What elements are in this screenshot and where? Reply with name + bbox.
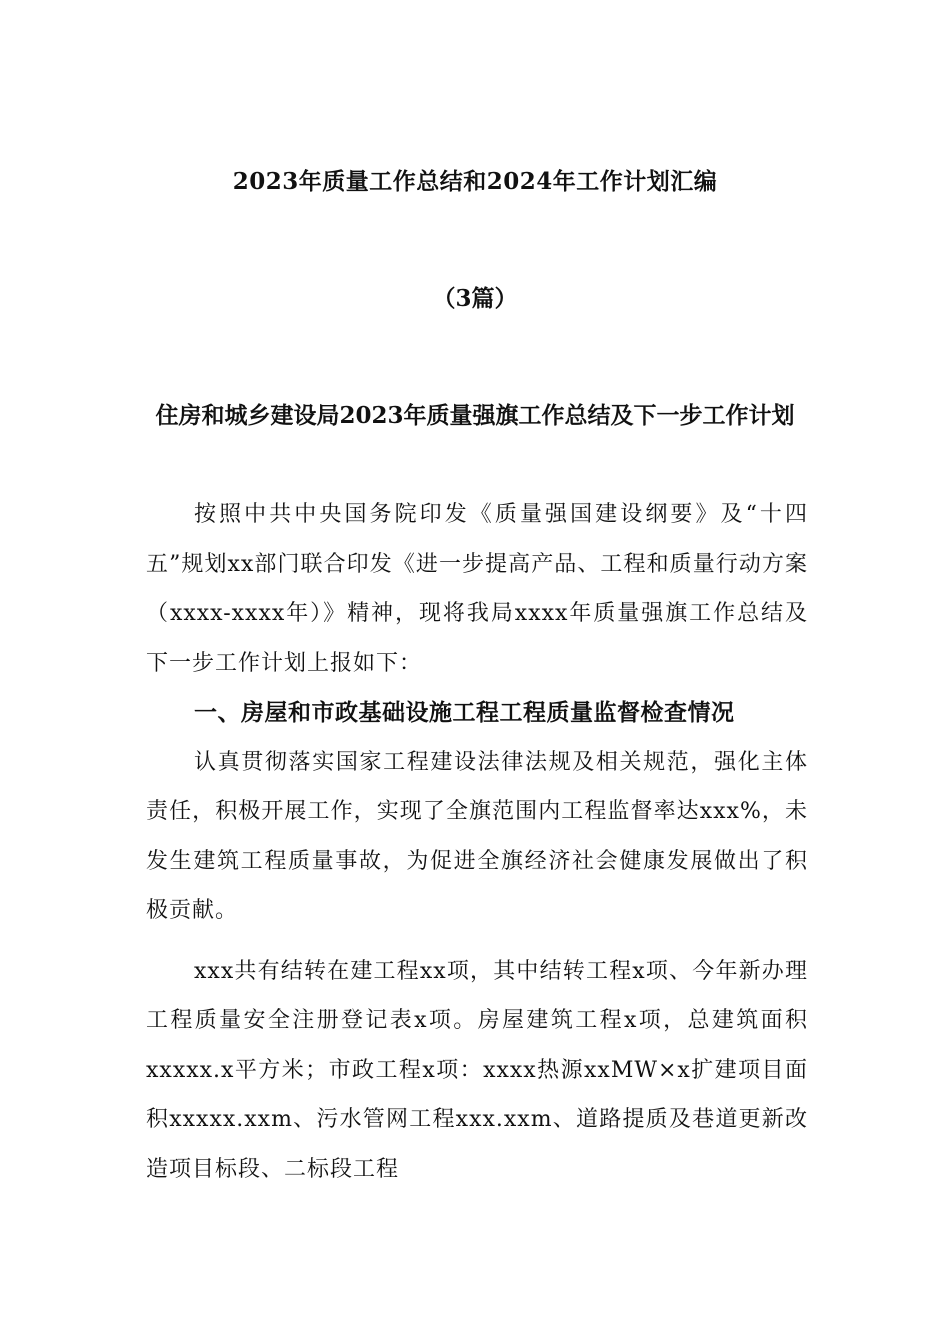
article-heading: 住房和城乡建设局2023年质量强旗工作总结及下一步工作计划 [155,402,795,429]
article-body [146,490,808,1194]
document-title: 2023年质量工作总结和2024年工作计划汇编 [232,168,718,195]
section-1-paragraph: xxx共有结转在建工程xx项，其中结转工程x项、今年新办理工程质量安全注册登记表x项。房屋建筑工程x项，总建筑面积xxxxx.x平方米；市政工程x项：xxxx热源xxMW×x扩建项目面积xxxxx.xxm、污水管网工程xxx.xxm、道路提质及巷道更新改造项目标段、二标段工程 [146,958,808,1182]
document-subtitle: （3篇） [432,285,518,312]
section-1-paragraph: 认真贯彻落实国家工程建设法律法规及相关规范，强化主体责任，积极开展工作，实现了全旗范围内工程监督率达xxx%，未发生建筑工程质量事故，为促进全旗经济社会健康发展做出了积极贡献。 [146,749,808,923]
section-1-heading: 一、房屋和市政基础设施工程工程质量监督检查情况 [194,699,735,726]
intro-paragraph: 按照中共中央国务院印发《质量强国建设纲要》及“十四五”规划xx部门联合印发《进一步提高产品、工程和质量行动方案（xxxx-xxxx年）》精神，现将我局xxxx年质量强旗工作总结及下一步工作计划上报如下： [146,502,808,676]
